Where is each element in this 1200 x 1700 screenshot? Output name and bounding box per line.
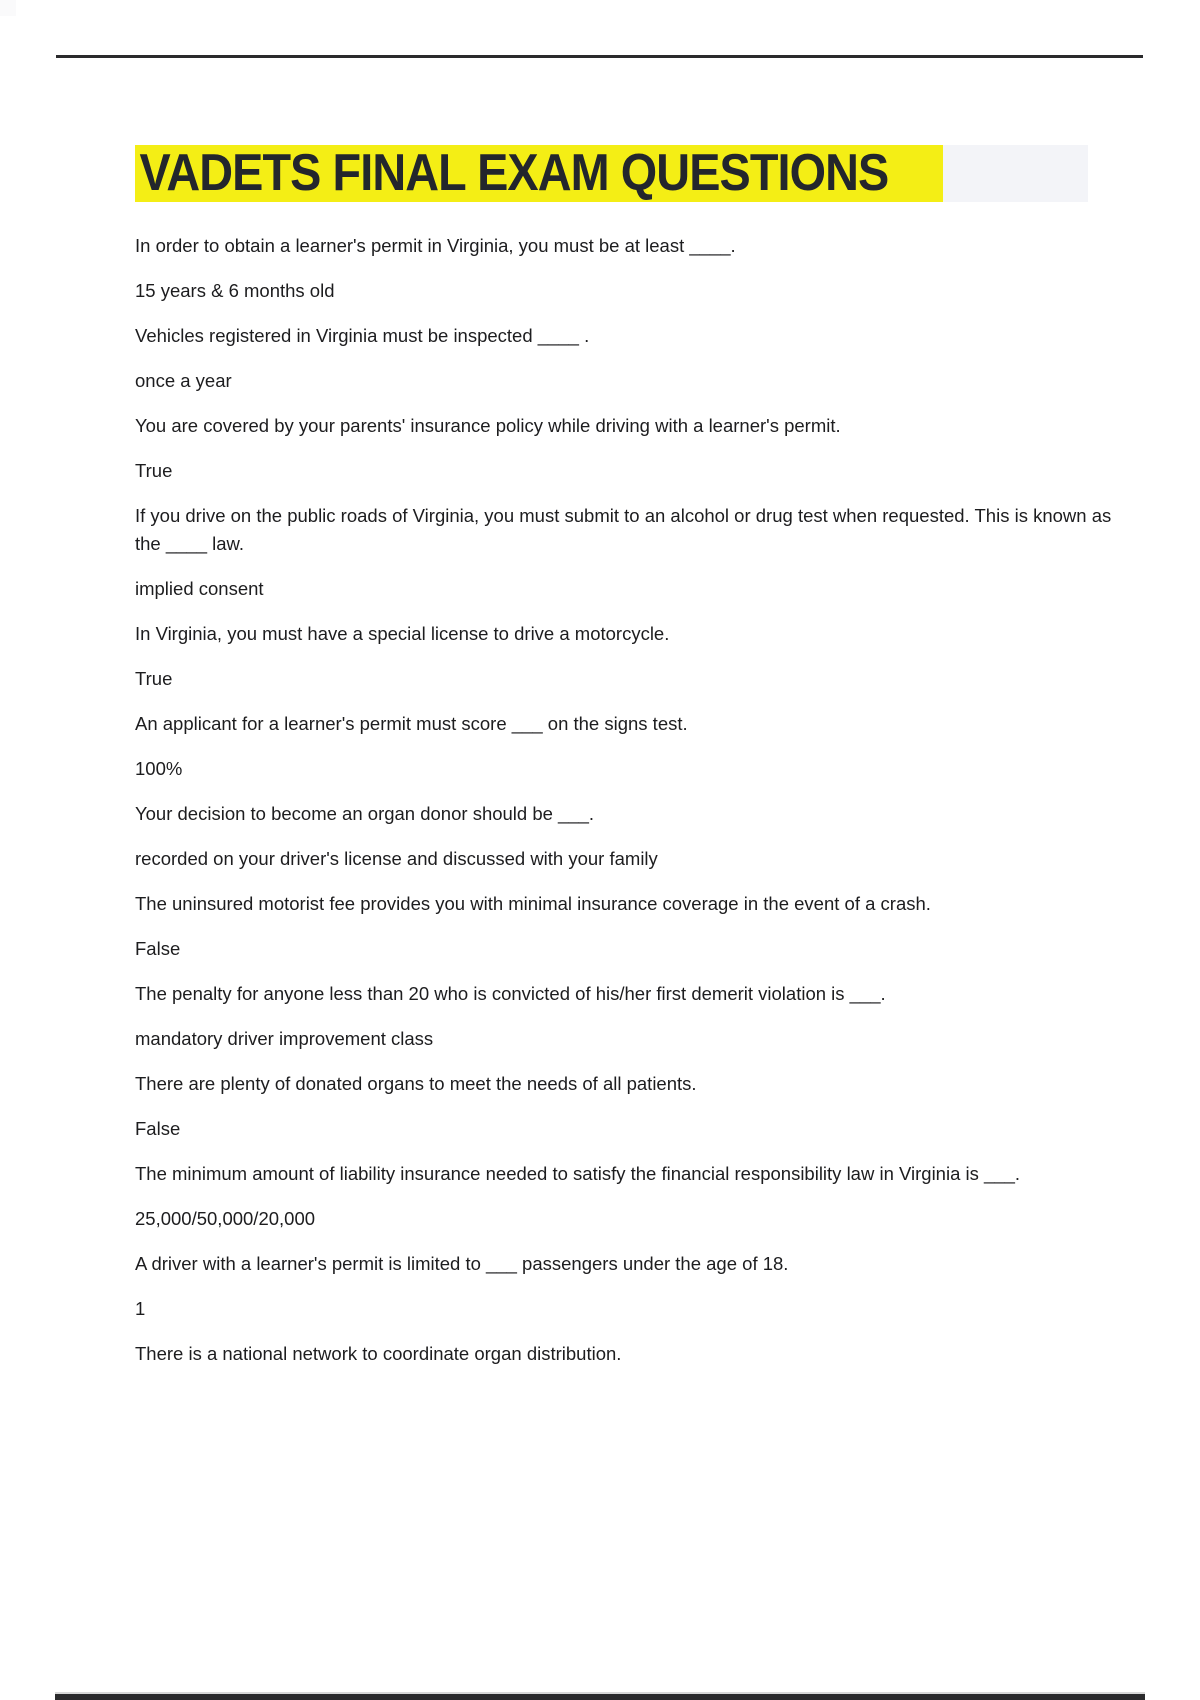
question-text: There are plenty of donated organs to meet the needs of all patients. bbox=[135, 1073, 697, 1094]
corner-artifact bbox=[0, 0, 16, 16]
question-text: An applicant for a learner's permit must score ___ on the signs test. bbox=[135, 713, 688, 734]
answer-text: False bbox=[135, 1118, 181, 1139]
answer-text: False bbox=[135, 938, 181, 959]
answer-text: 1 bbox=[135, 1298, 146, 1319]
page-title: VADETS FINAL EXAM QUESTIONS bbox=[139, 145, 889, 202]
question-text: The minimum amount of liability insurance needed to satisfy the financial responsibility law in Virginia is ___. bbox=[135, 1163, 1021, 1184]
question-text: You are covered by your parents' insurance policy while driving with a learner's permit. bbox=[135, 415, 841, 436]
answer-text: once a year bbox=[135, 370, 232, 391]
question-text: A driver with a learner's permit is limited to ___ passengers under the age of 18. bbox=[135, 1253, 789, 1274]
answer-text: implied consent bbox=[135, 578, 264, 599]
answer-text: True bbox=[135, 668, 173, 689]
question-text: Vehicles registered in Virginia must be inspected ____ . bbox=[135, 325, 590, 346]
title-highlight bbox=[135, 145, 943, 202]
question-text: In Virginia, you must have a special license to drive a motorcycle. bbox=[135, 623, 670, 644]
question-text: There is a national network to coordinate organ distribution. bbox=[135, 1343, 622, 1364]
title-band bbox=[135, 145, 1088, 202]
question-text: In order to obtain a learner's permit in Virginia, you must be at least ____. bbox=[135, 235, 736, 256]
qa-content bbox=[135, 232, 1125, 1368]
question-text: The uninsured motorist fee provides you with minimal insurance coverage in the event of a crash. bbox=[135, 893, 931, 914]
answer-text: mandatory driver improvement class bbox=[135, 1028, 434, 1049]
question-text: The penalty for anyone less than 20 who is convicted of his/her first demerit violation is ___. bbox=[135, 983, 886, 1004]
answer-text: 15 years & 6 months old bbox=[135, 280, 335, 301]
top-divider-rule bbox=[56, 55, 1143, 58]
answer-text: True bbox=[135, 460, 173, 481]
question-text: If you drive on the public roads of Virginia, you must submit to an alcohol or drug test when requested. This is known as the ____ law. bbox=[135, 505, 1112, 554]
bottom-divider-rule bbox=[55, 1694, 1145, 1700]
answer-text: 25,000/50,000/20,000 bbox=[135, 1208, 316, 1229]
answer-text: recorded on your driver's license and discussed with your family bbox=[135, 848, 658, 869]
answer-text: 100% bbox=[135, 758, 183, 779]
question-text: Your decision to become an organ donor should be ___. bbox=[135, 803, 595, 824]
